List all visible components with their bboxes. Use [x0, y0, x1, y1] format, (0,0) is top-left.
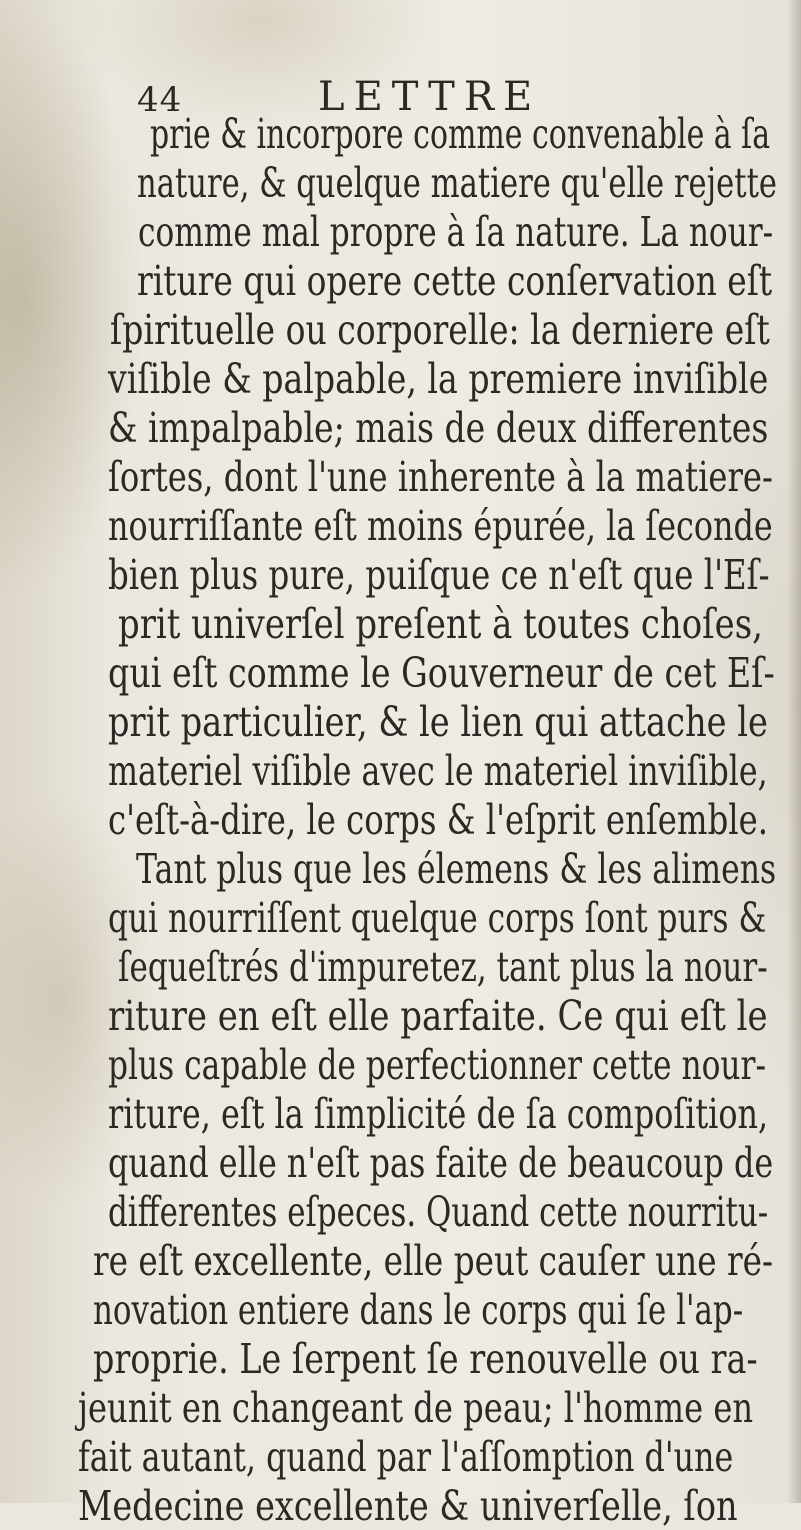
text-line: ſortes, dont l'une inherente à la matiere-	[108, 453, 773, 501]
text-line: differentes eſpeces. Quand cette nourritu-	[108, 1188, 769, 1236]
text-line: ſequeſtrés d'impuretez, tant plus la nour-	[118, 943, 768, 991]
text-line: novation entiere dans le corps qui ſe l'ap-	[93, 1286, 744, 1334]
text-line: riture qui opere cette conſervation eſt	[137, 257, 773, 305]
text-line: prit particulier, & le lien qui attache le	[108, 698, 768, 746]
text-line: & impalpable; mais de deux differentes	[108, 404, 769, 452]
running-title: LETTRE	[318, 74, 542, 120]
text-line: qui nourriſſent quelque corps ſont purs &	[108, 894, 767, 942]
page-number: 44	[137, 80, 183, 120]
text-line: fait autant, quand par l'aſſomption d'une	[78, 1433, 734, 1481]
text-line: quand elle n'eſt pas faite de beaucoup de	[108, 1139, 774, 1187]
text-line: riture, eſt la ſimplicité de ſa compoſition,	[108, 1090, 769, 1138]
text-line: materiel viſible avec le materiel inviſible,	[108, 747, 768, 795]
text-line: prit univerſel preſent à toutes choſes,	[118, 600, 763, 648]
text-line: re eſt excellente, elle peut cauſer une ré-	[93, 1237, 774, 1285]
text-line: nourriſſante eſt moins épurée, la ſeconde	[108, 502, 773, 550]
text-line: viſible & palpable, la premiere inviſible	[108, 355, 769, 403]
page-edge-shadow	[787, 0, 801, 1503]
text-line: nature, & quelque matiere qu'elle rejette	[137, 159, 777, 207]
text-line: comme mal propre à ſa nature. La nour-	[138, 208, 774, 256]
text-line: qui eſt comme le Gouverneur de cet Eſ-	[108, 649, 775, 697]
text-line: Tant plus que les élemens & les alimens	[136, 845, 777, 893]
text-line: proprie. Le ſerpent ſe renouvelle ou ra-	[93, 1335, 758, 1383]
text-line: prie & incorpore comme convenable à ſa	[150, 110, 771, 158]
text-line: plus capable de perfectionner cette nour-	[108, 1041, 767, 1089]
text-line: Medecine excellente & univerſelle, ſon	[78, 1482, 738, 1530]
text-line: c'eſt-à-dire, le corps & l'eſprit enſemble.	[108, 796, 769, 844]
text-line: jeunit en changeant de peau; l'homme en	[78, 1384, 754, 1432]
text-line: bien plus pure, puiſque ce n'eſt que l'Eſ-	[108, 551, 770, 599]
text-line: riture en eſt elle parfaite. Ce qui eſt le	[108, 992, 768, 1040]
text-line: ſpirituelle ou corporelle: la derniere eſt	[110, 306, 770, 354]
